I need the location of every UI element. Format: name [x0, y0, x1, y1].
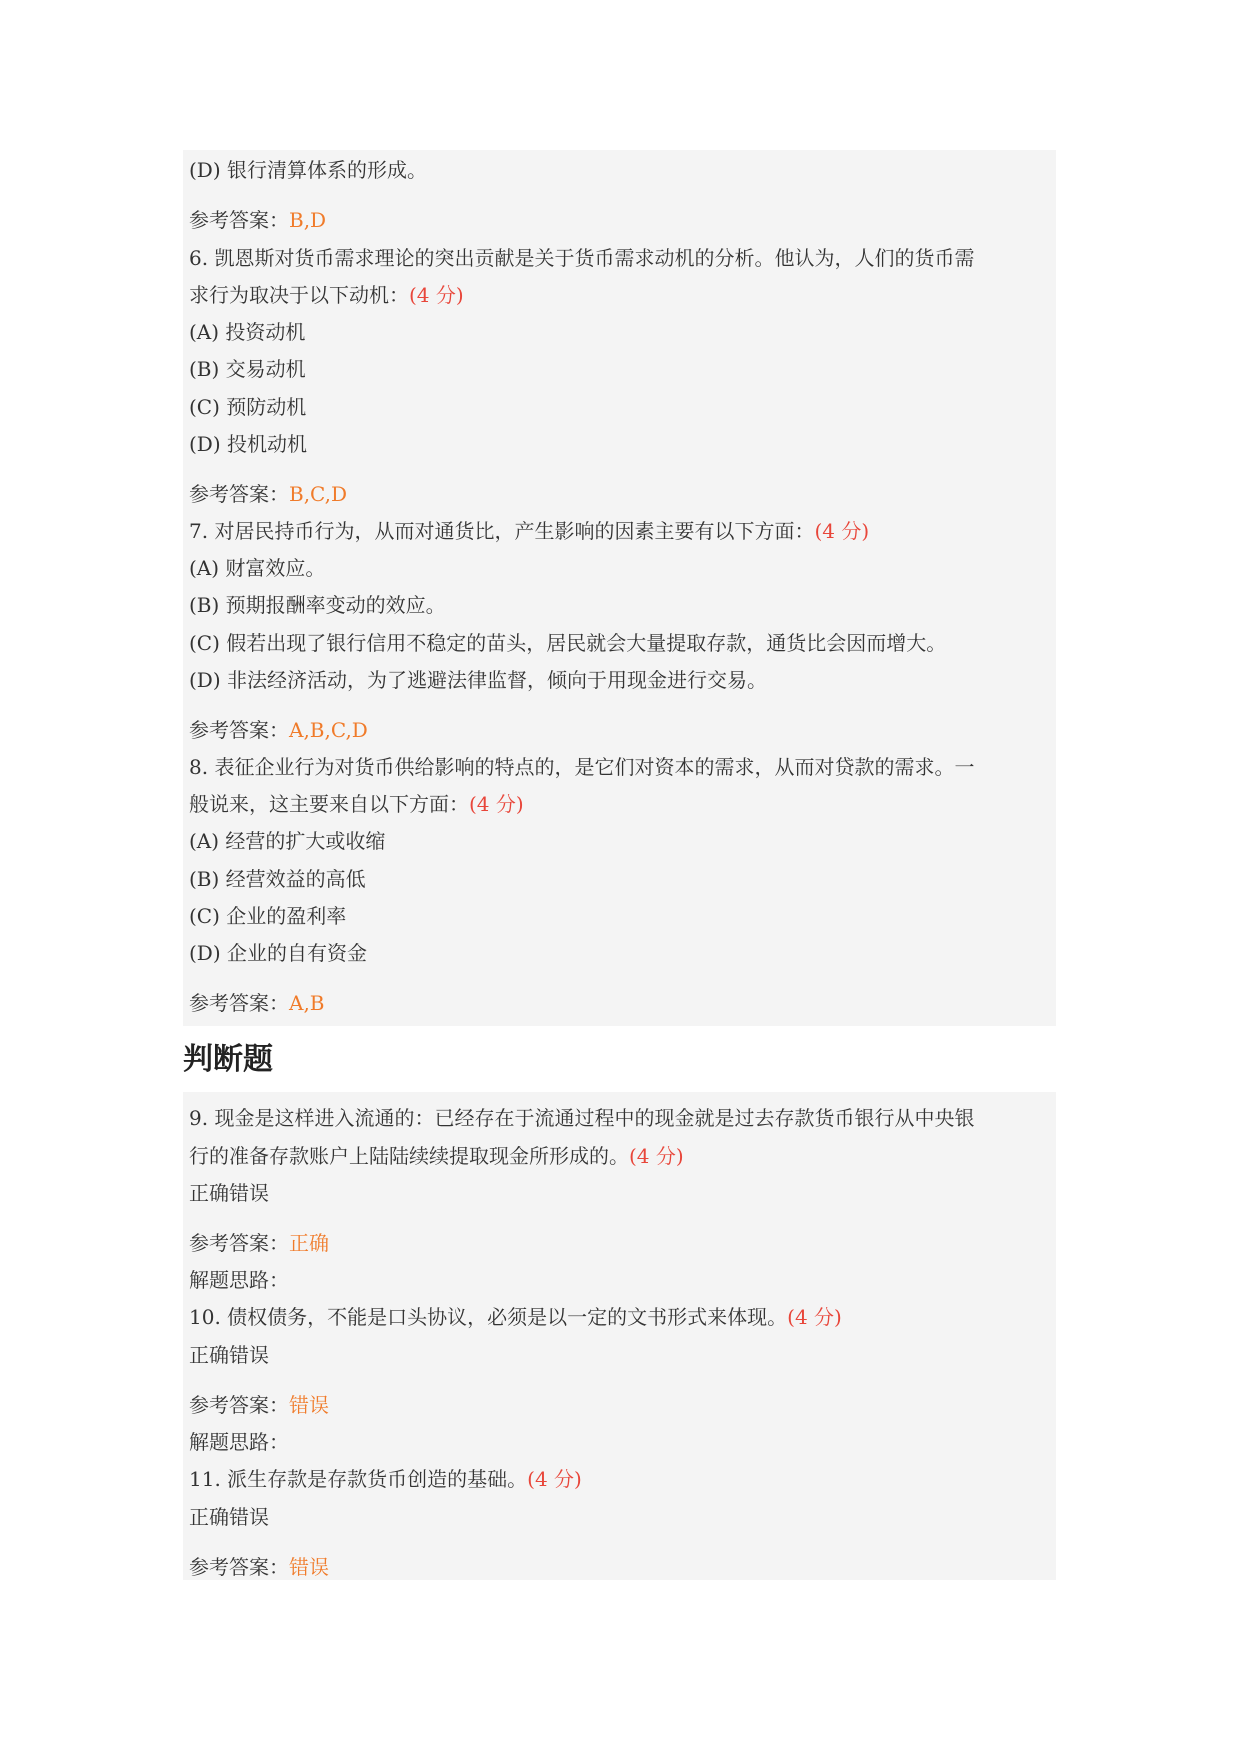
question-6-line-1: 6. 凯恩斯对货币需求理论的突出贡献是关于货币需求动机的分析。他认为，人们的货币需 — [189, 246, 975, 270]
question-9-line-2: 行的准备存款账户上陆陆续续提取现金所形成的。(4 分) — [189, 1144, 684, 1168]
question-6-line-2: 求行为取决于以下动机：(4 分) — [189, 283, 464, 307]
option-line: (B) 经营效益的高低 — [189, 867, 366, 891]
score-label: (4 分) — [814, 519, 870, 543]
option-line: (A) 经营的扩大或收缩 — [189, 829, 386, 853]
answer-value: A,B,C,D — [289, 718, 368, 742]
true-false-options: 正确错误 — [189, 1181, 269, 1205]
answer-value: B,D — [289, 208, 327, 232]
score-label: (4 分) — [469, 792, 524, 816]
answer-value: 正确 — [289, 1231, 329, 1255]
question-10-line: 10. 债权债务，不能是口头协议，必须是以一定的文书形式来体现。(4 分) — [189, 1305, 842, 1329]
option-line: (D) 投机动机 — [189, 432, 307, 456]
answer-value: 错误 — [289, 1555, 329, 1579]
question-11-line: 11. 派生存款是存款货币创造的基础。(4 分) — [189, 1467, 582, 1491]
answer-value: 错误 — [289, 1393, 329, 1417]
option-line: (A) 财富效应。 — [189, 556, 326, 580]
answer-line: 参考答案：B,C,D — [189, 482, 348, 506]
option-line: (C) 预防动机 — [189, 395, 307, 419]
question-8-line-1: 8. 表征企业行为对货币供给影响的特点的，是它们对资本的需求，从而对贷款的需求。一 — [189, 755, 975, 779]
answer-line: 参考答案：正确 — [189, 1231, 329, 1255]
explanation-line: 解题思路： — [189, 1430, 289, 1454]
option-line: (C) 假若出现了银行信用不稳定的苗头，居民就会大量提取存款，通货比会因而增大。 — [189, 631, 947, 655]
question-9-line-1: 9. 现金是这样进入流通的：已经存在于流通过程中的现金就是过去存款货币银行从中央银 — [189, 1106, 975, 1130]
question-8-line-2: 般说来，这主要来自以下方面：(4 分) — [189, 792, 524, 816]
answer-value: A,B — [289, 991, 325, 1015]
score-label: (4 分) — [409, 283, 464, 307]
score-label: (4 分) — [629, 1144, 684, 1168]
true-false-options: 正确错误 — [189, 1343, 269, 1367]
answer-value: B,C,D — [289, 482, 348, 506]
option-line: (D) 企业的自有资金 — [189, 941, 367, 965]
option-line: (B) 交易动机 — [189, 357, 306, 381]
option-line: (A) 投资动机 — [189, 320, 306, 344]
question-block-1 — [183, 150, 1056, 1026]
question-7-line: 7. 对居民持币行为，从而对通货比，产生影响的因素主要有以下方面：(4 分) — [189, 519, 870, 543]
answer-line: 参考答案：错误 — [189, 1555, 329, 1579]
option-line: (D) 非法经济活动，为了逃避法律监督，倾向于用现金进行交易。 — [189, 668, 767, 692]
score-label: (4 分) — [527, 1467, 582, 1491]
option-line: (D) 银行清算体系的形成。 — [189, 158, 427, 182]
section-heading: 判断题 — [183, 1042, 273, 1077]
option-line: (C) 企业的盈利率 — [189, 904, 347, 928]
question-block-2 — [183, 1092, 1056, 1580]
answer-line: 参考答案：B,D — [189, 208, 327, 232]
answer-line: 参考答案：A,B,C,D — [189, 718, 368, 742]
true-false-options: 正确错误 — [189, 1505, 269, 1529]
option-line: (B) 预期报酬率变动的效应。 — [189, 593, 446, 617]
answer-line: 参考答案：错误 — [189, 1393, 329, 1417]
explanation-line: 解题思路： — [189, 1268, 289, 1292]
answer-line: 参考答案：A,B — [189, 991, 325, 1015]
score-label: (4 分) — [787, 1305, 842, 1329]
